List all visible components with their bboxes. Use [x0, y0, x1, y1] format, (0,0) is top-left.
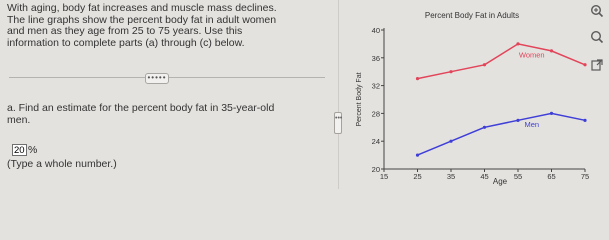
zoom-in-icon[interactable] — [590, 4, 604, 18]
women-series-line — [418, 44, 586, 79]
chart-series — [416, 42, 587, 156]
problem-intro — [7, 3, 329, 49]
y-tick-label: 20 — [371, 165, 380, 174]
question-line: men. — [7, 113, 31, 126]
panel-separator — [338, 0, 339, 189]
y-tick-label: 40 — [371, 26, 380, 35]
x-tick-label: 25 — [413, 172, 422, 181]
answer-input[interactable] — [12, 144, 27, 156]
x-tick-label: 45 — [480, 172, 489, 181]
y-tick-label: 24 — [371, 137, 380, 147]
question-panel — [0, 0, 330, 189]
y-tick-label: 36 — [371, 53, 380, 63]
answer-row — [12, 144, 37, 156]
intro-line: and men as they age from 25 to 75 years. Use this — [7, 25, 243, 37]
women-data-point — [449, 70, 452, 73]
intro-line: The line graphs show the percent body fat in adult women — [7, 13, 277, 26]
women-data-point — [516, 42, 519, 45]
external-link-icon[interactable] — [590, 58, 604, 72]
question-line: a. Find an estimate for the percent body fat in 35-year-old — [7, 102, 275, 114]
x-tick-label: 15 — [379, 172, 389, 181]
x-tick-label: 55 — [513, 172, 523, 181]
men-data-point — [449, 140, 452, 143]
x-tick-label: 75 — [580, 172, 590, 181]
search-icon[interactable] — [590, 30, 604, 44]
answer-hint: (Type a whole number.) — [7, 158, 117, 170]
men-data-point — [416, 154, 419, 157]
x-tick-label: 35 — [446, 172, 456, 181]
intro-line: With aging, body fat increases and muscle mass declines. — [7, 2, 277, 14]
intro-line: information to complete parts (a) through (c) below. — [7, 36, 245, 49]
men-data-point — [483, 126, 486, 129]
men-data-point — [550, 112, 553, 115]
panel-resize-handle[interactable]: ••• — [334, 112, 342, 134]
y-tick-label: 28 — [371, 109, 380, 119]
body-fat-chart — [344, 0, 590, 189]
chart-title: Percent Body Fat in Adults — [424, 11, 520, 20]
part-a-question — [7, 103, 327, 126]
y-tick-label: 32 — [371, 81, 380, 91]
expand-more-button[interactable]: ••••• — [145, 73, 169, 84]
percent-sign: % — [28, 144, 38, 156]
men-series-line — [418, 113, 586, 155]
women-series-label: Women — [518, 50, 545, 60]
chart-axes — [372, 26, 590, 181]
men-series-label: Men — [524, 119, 540, 129]
men-data-point — [516, 119, 519, 122]
women-data-point — [416, 77, 419, 80]
women-data-point — [550, 49, 553, 52]
men-data-point — [583, 119, 586, 122]
women-data-point — [483, 63, 486, 66]
x-tick-label: 65 — [547, 172, 556, 181]
chart-x-axis-label: Age — [492, 177, 508, 186]
chart-y-axis-label: Percent Body Fat — [356, 72, 363, 127]
women-data-point — [583, 63, 586, 66]
